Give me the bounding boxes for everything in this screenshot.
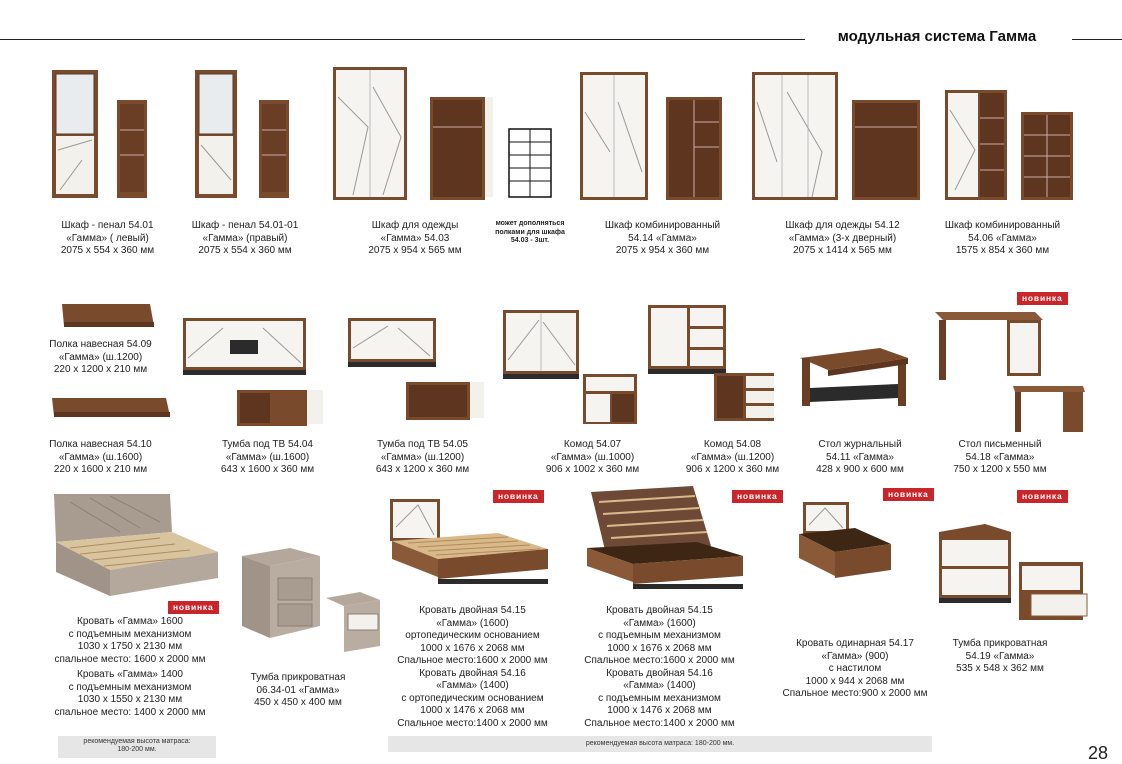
nightstand-54-19-image [935,522,1095,627]
caption-line: Кровать «Гамма» 1400 [77,669,183,680]
caption-line: Шкаф комбинированный [604,220,721,231]
caption-line: Стол письменный [958,439,1042,450]
new-badge-desk-54-18: новинка [1017,292,1068,305]
coffee-table-54-11-image [800,348,910,410]
wardrobe-54-01-01-image [195,70,295,200]
caption-line: Спальное место:900 x 2000 мм [782,688,928,699]
shelf-54-10-caption [38,439,163,477]
caption-line: «Гамма» (ш.1600) [58,451,143,463]
new-badge-bed-54-15-lift: новинка [732,490,783,503]
page-title: модульная система Гамма [837,28,1037,45]
note-line: 180-200 мм. [117,746,157,753]
caption-line: Кровать «Гамма» 1600 [77,616,183,627]
shelf-note-line: может дополняться [495,220,565,227]
caption-line: «Гамма» (3-х дверный) [788,232,897,244]
caption-line: спальное место: 1400 x 2000 мм [54,706,206,718]
caption-line: 1000 x 1476 x 2068 мм [420,705,525,716]
tv-stand-54-05-caption [350,439,495,477]
header-rule-right [1072,39,1122,40]
bed-54-17-caption [770,638,940,701]
caption-line: Спальное место:1600 x 2000 мм [397,655,548,666]
wardrobe-54-06-image [945,90,1080,202]
note-line: рекомендуемая высота матраса: [83,738,191,745]
caption-line: Шкаф - пенал 54.01-01 [191,220,299,231]
caption-line: Шкаф для одежды 54.12 [785,220,900,231]
caption-line: 2075 x 954 x 565 мм [368,245,462,256]
mattress-note-left [58,736,216,758]
new-badge-bed-54-15-ortho: новинка [493,490,544,503]
new-badge-bed-54-17: новинка [883,488,934,501]
caption-line: Полка навесная 54.09 [49,339,152,350]
caption-line: 54.06 «Гамма» [968,232,1037,244]
nightstand-54-19-caption [935,638,1065,676]
caption-line: «Гамма» (ш.1200) [380,451,465,463]
tv-stand-54-05-image [348,318,493,426]
bed-54-15-ortho-caption [385,605,560,730]
caption-line: 1000 x 1476 x 2068 мм [607,705,712,716]
caption-line: Шкаф для одежды [371,220,459,231]
caption-line: «Гамма» ( левый) [66,232,149,244]
caption-line: «Гамма» (ш.1000) [550,451,635,463]
desk-54-18-image [935,308,1090,433]
caption-line: Спальное место:1400 x 2000 мм [397,717,548,729]
dresser-54-08-image [648,305,783,425]
caption-line: 428 x 900 x 600 мм [816,464,904,475]
dresser-54-08-caption [660,439,805,477]
coffee-table-54-11-caption [795,439,925,477]
caption-line: 750 x 1200 x 550 мм [953,464,1047,475]
nightstand-06-34-01-image [240,548,390,658]
nightstand-06-34-01-caption [228,672,368,710]
caption-line: 1000 x 1676 x 2068 мм [420,642,525,654]
caption-line: 54.14 «Гамма» [628,232,697,244]
product-54-12-caption [770,220,915,258]
caption-line: 06.34-01 «Гамма» [256,684,340,696]
caption-line: 1575 x 854 x 360 мм [955,245,1050,256]
caption-line: спальное место: 1600 x 2000 мм [54,653,206,665]
desk-54-18-caption [935,439,1065,477]
caption-line: с подъемным механизмом [68,628,192,640]
caption-line: Комод 54.08 [703,439,762,450]
caption-line: 535 x 548 x 362 мм [956,663,1044,674]
header-rule-left [0,39,805,40]
shelf-grid-image [508,128,552,198]
caption-line: Кровать двойная 54.15 [606,605,713,616]
caption-line: Тумба под ТВ 54.05 [377,439,468,450]
caption-line: 1030 x 1750 x 2130 мм [77,641,183,652]
caption-line: Стол журнальный [818,439,902,450]
page-number: 28 [1087,743,1108,763]
caption-line: «Гамма» (1400) [623,680,696,691]
caption-line: «Гамма» (1400) [436,680,509,691]
shelf-note [480,220,580,246]
mattress-note-right: рекомендуемая высота матраса: 180-200 мм. [388,736,932,752]
caption-line: Кровать двойная 54.16 [606,667,713,679]
caption-line: «Гамма» (ш.1200) [58,351,143,363]
caption-line: Спальное место:1600 x 2000 мм [584,655,735,666]
caption-line: 1000 x 1676 x 2068 мм [607,642,712,654]
caption-line: Кровать двойная 54.15 [419,605,526,616]
product-54-01-01-caption [175,220,315,258]
caption-line: ортопедическим основанием [405,630,540,641]
caption-line: 906 x 1200 x 360 мм [685,464,780,475]
caption-line: 643 x 1600 x 360 мм [220,464,315,475]
product-54-03-caption [345,220,485,258]
bed-gamma-caption [40,616,220,719]
caption-line: 2075 x 554 x 360 мм [198,245,292,256]
caption-line: «Гамма» (1600) [623,617,696,629]
caption-line: Тумба прикроватная [952,638,1048,649]
caption-line: 220 x 1200 x 210 мм [53,364,148,375]
caption-line: 54.19 «Гамма» [965,650,1035,662]
caption-line: с подъемным механизмом [598,630,721,641]
caption-line: Кровать двойная 54.16 [419,667,526,679]
product-54-14-caption [590,220,735,258]
new-badge-nightstand-54-19: новинка [1017,490,1068,503]
caption-line: с подъемным механизмом [68,681,192,693]
wardrobe-54-14-image [580,72,730,202]
tv-stand-54-04-caption [195,439,340,477]
caption-line: «Гамма» (900) [821,650,889,662]
caption-line: «Гамма» (ш.1200) [690,451,775,463]
caption-line: Шкаф - пенал 54.01 [61,220,154,231]
caption-line: 2075 x 554 x 360 мм [60,245,155,256]
caption-line: «Гамма» (правый) [202,232,288,244]
caption-line: Комод 54.07 [563,439,622,450]
caption-line: «Гамма» 54.03 [380,232,450,244]
caption-line: 1030 x 1550 x 2130 мм [77,694,183,705]
bed-54-15-lift-caption [572,605,747,730]
new-badge-bed-gamma: новинка [168,601,219,614]
bed-54-17-image [795,500,895,592]
dresser-54-07-image [503,310,648,426]
shelf-54-09-image [58,302,158,330]
caption-line: 906 x 1002 x 360 мм [545,464,640,475]
shelf-54-09-caption [38,339,163,377]
caption-line: 54.11 «Гамма» [826,451,894,463]
product-54-06-caption [935,220,1070,258]
caption-line: 2075 x 954 x 360 мм [615,245,710,256]
caption-line: 54.18 «Гамма» [965,451,1035,463]
bed-54-15-lift-image [585,486,745,592]
caption-line: Тумба прикроватная [250,672,346,683]
bed-54-15-ortho-image [388,497,553,592]
tv-stand-54-04-image [183,318,328,430]
caption-line: с подъемным механизмом [598,692,721,704]
shelf-54-10-image [48,396,174,420]
caption-line: с настилом [828,663,882,674]
dresser-54-07-caption [520,439,665,477]
wardrobe-54-12-image [752,72,927,202]
caption-line: с ортопедическим основанием [401,692,544,704]
caption-line: Полка навесная 54.10 [49,439,152,450]
caption-line: 450 x 450 x 400 мм [254,697,342,708]
bed-gamma-1600-image [50,492,220,600]
caption-line: 2075 x 1414 x 565 мм [793,245,892,256]
caption-line: 220 x 1600 x 210 мм [53,464,148,475]
caption-line: «Гамма» (ш.1600) [225,451,310,463]
caption-line: 1000 x 944 x 2068 мм [805,675,905,687]
shelf-note-line: 54.03 - 3шт. [510,237,550,244]
shelf-note-line: полками для шкафа [495,228,565,236]
caption-line: Тумба под ТВ 54.04 [222,439,313,450]
caption-line: Шкаф комбинированный [944,220,1061,231]
caption-line: «Гамма» (1600) [436,617,509,629]
wardrobe-54-01-image [52,70,152,200]
caption-line: Спальное место:1400 x 2000 мм [584,717,735,729]
wardrobe-54-03-image [333,67,493,202]
product-54-01-caption [40,220,175,258]
caption-line: Кровать одинарная 54.17 [796,638,914,649]
caption-line: 643 x 1200 x 360 мм [375,464,470,475]
